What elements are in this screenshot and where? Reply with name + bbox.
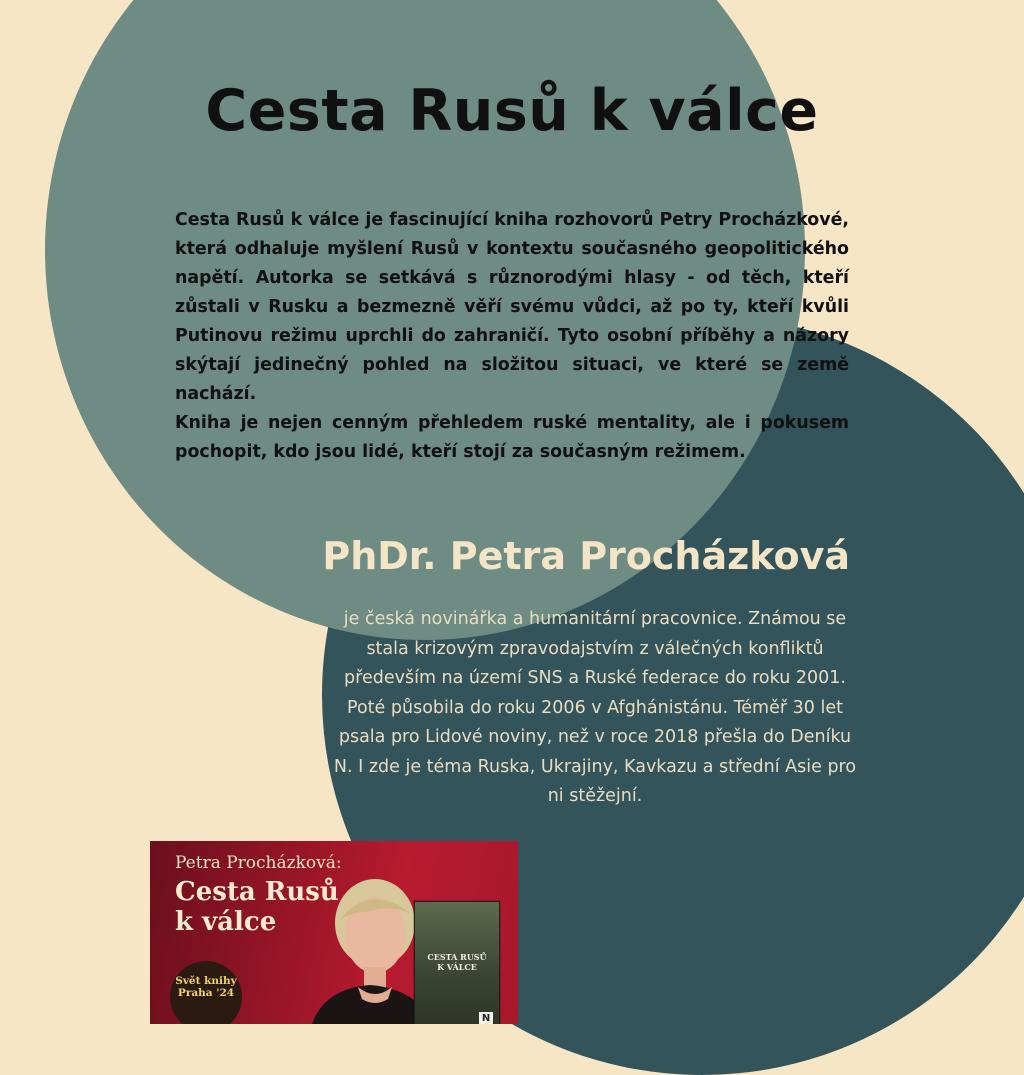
banner-title-line-1: Cesta Rusů [175, 877, 339, 907]
book-cover-title-line-2: K VÁLCE [437, 962, 477, 972]
author-bio: je česká novinářka a humanitární pracovnice. Známou se stala krizovým zpravodajstvím z válečných konfliktů především na území SNS a Ruské federace do roku 2001. Poté působila do roku 2006 v Afghánistánu. Téměř 30 let psala pro Lidové noviny, než v roce 2018 přešla do Deníku N. I zde je téma Ruska, Ukrajiny, Kavkazu a střední Asie pro ni stěžejní. [333, 609, 857, 806]
author-name: PhDr. Petra Procházková [322, 534, 850, 578]
book-cover-title-line-1: CESTA RUSŮ [427, 952, 487, 962]
description-paragraph-1: Cesta Rusů k válce je fascinující kniha rozhovorů Petry Procházkové, která odhaluje myšlení Rusů v kontextu současného geopolitického napětí. Autorka se setkává s různorodými hlasy - od těch, kteří zůstali v Rusku a bezmezně věří svému vůdci, až po ty, kteří kvůli Putinovu režimu uprchli do zahraničí. Tyto osobní příběhy a názory skýtají jedinečný pohled na složitou situaci, ve které se země nachází. [175, 210, 849, 404]
badge-line-1: Svět knihy [175, 975, 237, 987]
publisher-logo-icon: N [479, 1012, 493, 1024]
description-paragraph-2: Kniha je nejen cenným přehledem ruské mentality, ale i pokusem pochopit, kdo jsou lidé, kteří stojí za současným režimem. [175, 413, 849, 462]
badge-line-2: Praha '24 [177, 987, 235, 999]
book-promo-banner [150, 841, 518, 1024]
book-description [175, 206, 849, 467]
book-fair-badge [170, 961, 242, 1024]
banner-title [175, 877, 339, 937]
book-cover-title [415, 952, 499, 972]
book-cover [414, 901, 500, 1024]
page-title: Cesta Rusů k válce [205, 78, 819, 144]
banner-author: Petra Procházková: [175, 853, 342, 873]
banner-title-line-2: k válce [175, 907, 277, 937]
